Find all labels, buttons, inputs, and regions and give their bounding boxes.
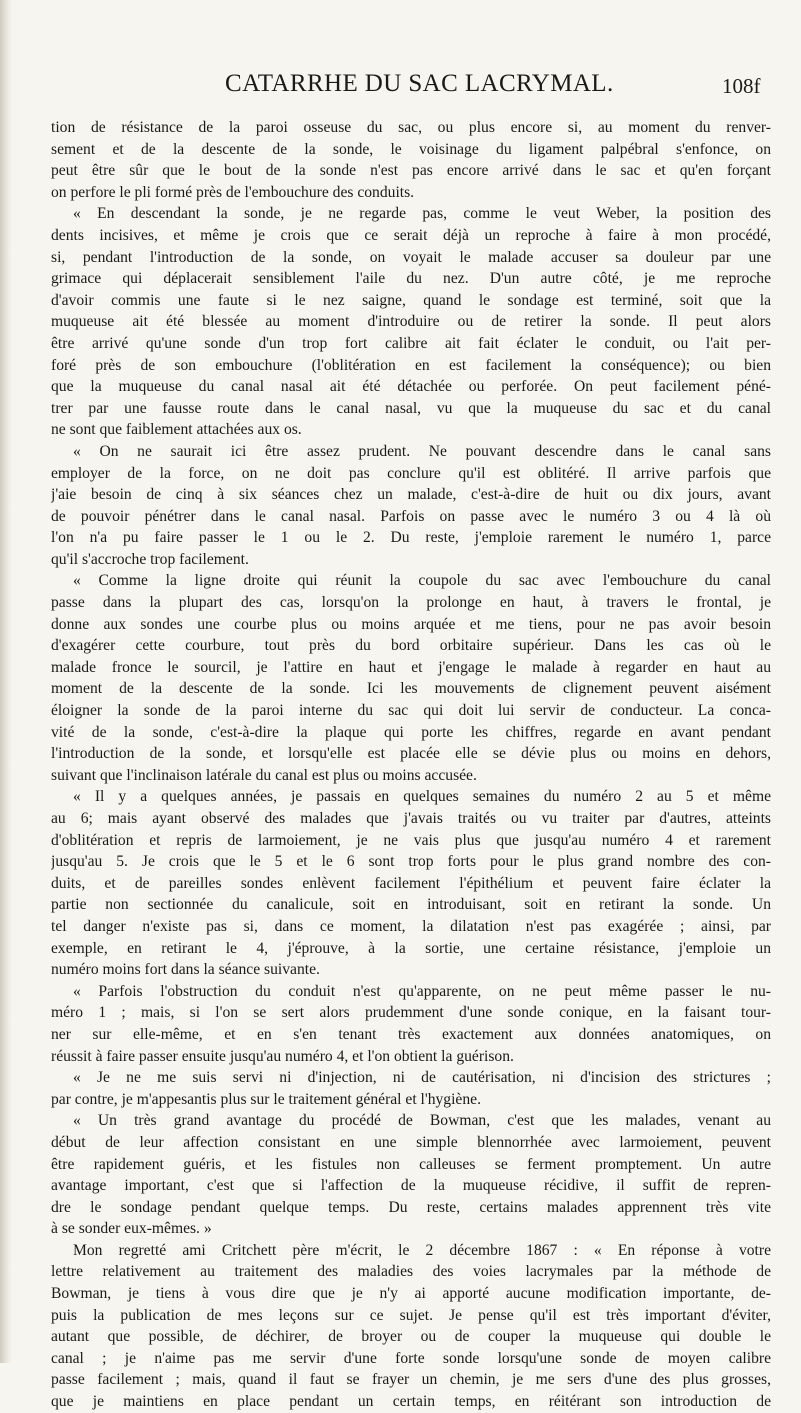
text-line: dents incisives, et même je crois que ce serait déjà un reproche à faire à mon procédé,	[51, 226, 771, 244]
text-line: duits, et de pareilles sondes enlèvent facilement l'épithélium et peuvent faire éclater la	[51, 874, 771, 892]
text-line: qu'il s'accroche trop facilement.	[51, 550, 249, 568]
text-line: on perfore le pli formé près de l'embouchure des conduits.	[51, 183, 415, 201]
text-line: suivant que l'inclinaison latérale du canal est plus ou moins accusée.	[51, 766, 477, 784]
text-line: que la muqueuse du canal nasal ait été détachée ou perforée. On peut facilement péné-	[51, 378, 771, 396]
text-line: foré près de son embouchure (l'oblitération en est facilement la conséquence); ou bien	[51, 356, 771, 374]
text-line: autant que possible, de déchirer, de broyer ou de couper la muqueuse qui double le	[51, 1328, 771, 1346]
text-line: réussit à faire passer ensuite jusqu'au numéro 4, et l'on obtient la guérison.	[51, 1047, 514, 1065]
text-line: être arrivé qu'une sonde d'un trop fort calibre ait fait éclater le conduit, ou l'ait per-	[51, 334, 771, 352]
text-line: « Il y a quelques années, je passais en quelques semaines du numéro 2 au 5 et même	[73, 788, 771, 806]
text-line: que je maintiens en place pendant un certain temps, en réitérant son introduction de	[51, 1393, 771, 1411]
page-binding-edge	[0, 0, 12, 1363]
text-line: trer par une fausse route dans le canal nasal, vu que la muqueuse du sac et du canal	[51, 399, 771, 417]
text-line: éloigner la sonde de la paroi interne du sac qui doit lui servir de conducteur. La conca-	[51, 702, 771, 720]
page-number: 108f	[722, 74, 761, 98]
text-line: lettre relativement au traitement des maladies des voies lacrymales par la méthode de	[51, 1263, 771, 1281]
text-line: « Un très grand avantage du procédé de Bowman, c'est que les malades, venant au	[73, 1112, 771, 1130]
text-line: « Je ne me suis servi ni d'injection, ni de cautérisation, ni d'incision des strictures ;	[73, 1069, 771, 1087]
text-line: « On ne saurait ici être assez prudent. Ne pouvant descendre dans le canal sans	[73, 442, 771, 460]
text-line: numéro moins fort dans la séance suivante.	[51, 961, 320, 979]
text-line: moment de la descente de la sonde. Ici les mouvements de clignement peuvent aisément	[51, 680, 771, 698]
text-line: être rapidement guéris, et les fistules non calleuses se ferment promptement. Un autre	[51, 1155, 771, 1173]
text-line: « En descendant la sonde, je ne regarde pas, comme le veut Weber, la position des	[73, 205, 771, 223]
body-text	[51, 117, 771, 1413]
text-line: employer de la force, on ne doit pas conclure qu'il est oblitéré. Il arrive parfois que	[51, 464, 771, 482]
text-line: d'exagérer cette courbure, tout près du bord orbitaire supérieur. Dans les cas où le	[51, 637, 771, 655]
text-line: ner sur elle-même, et en s'en tenant très exactement aux données anatomiques, on	[51, 1025, 771, 1043]
text-line: exemple, en retirant le 4, j'éprouve, à la sortie, une certaine résistance, j'emploie un	[51, 939, 771, 957]
text-line: par contre, je m'appesantis plus sur le traitement général et l'hygiène.	[51, 1090, 481, 1108]
text-line: j'aie besoin de cinq à six séances chez un malade, c'est-à-dire de huit ou dix jours, avant	[51, 486, 771, 504]
text-line: jusqu'au 5. Je crois que le 5 et le 6 sont trop forts pour le plus grand nombre des con-	[51, 853, 771, 871]
text-line: avantage important, c'est que si l'affection de la muqueuse récidive, il suffit de repren-	[51, 1177, 771, 1195]
running-title: CATARRHE DU SAC LACRYMAL.	[225, 70, 614, 97]
text-line: au 6; mais ayant observé des malades que j'avais traités ou vu traiter par d'autres, atteints	[51, 810, 771, 827]
text-line: passe dans la plupart des cas, lorsqu'on la prolonge en haut, à travers le frontal, je	[51, 594, 771, 612]
text-line: « Comme la ligne droite qui réunit la coupole du sac avec l'embouchure du canal	[73, 572, 771, 590]
text-line: donne aux sondes une courbe plus ou moins arquée et me tiens, pour ne pas avoir besoin	[51, 615, 771, 633]
text-line: si, pendant l'introduction de la sonde, on voyait le malade accuser sa douleur par une	[51, 248, 771, 266]
text-line: d'oblitération et repris de larmoiement, je ne vais plus que jusqu'au numéro 4 et rarement	[51, 831, 771, 849]
text-line: grimace qui déplacerait sensiblement l'aile du nez. D'un autre côté, je me reproche	[51, 270, 771, 288]
text-line: à se sonder eux-mêmes. »	[51, 1220, 212, 1238]
text-line: Bowman, je tiens à vous dire que je n'y ai apporté aucune modification importante, de-	[51, 1285, 771, 1303]
text-line: dre le sondage pendant quelque temps. Du reste, certains malades apprennent très vite	[51, 1198, 771, 1216]
text-line: puis la publication de mes leçons sur ce sujet. Je pense qu'il est très important d'éviter,	[51, 1306, 771, 1324]
text-line: peut être sûr que le bout de la sonde n'est pas encore arrivé dans le sac et qu'en forçant	[51, 162, 771, 180]
text-line: l'on n'a pu faire passer le 1 ou le 2. Du reste, j'emploie rarement le numéro 1, parce	[51, 529, 771, 547]
text-line: l'introduction de la sonde, et lorsqu'elle est placée elle se dévie plus ou moins en dehors,	[51, 745, 771, 763]
text-line: malade fronce le sourcil, je l'attire en haut et j'engage le malade à regarder en haut au	[51, 658, 771, 676]
text-line: ne sont que faiblement attachées aux os.	[51, 421, 302, 439]
text-line: méro 1 ; mais, si l'on se sert alors prudemment d'une sonde conique, en la faisant tour-	[51, 1004, 771, 1022]
text-line: début de leur affection consistant en une simple blennorrhée avec larmoiement, peuvent	[51, 1133, 771, 1151]
text-line: passe facilement ; mais, quand il faut se frayer un chemin, je me sers d'une des plus grosses,	[51, 1371, 771, 1389]
text-line: « Parfois l'obstruction du conduit n'est qu'apparente, on ne peut même passer le nu-	[73, 982, 771, 1000]
page-header	[0, 66, 801, 106]
text-line: de pouvoir pénétrer dans le canal nasal. Parfois on passe avec le numéro 3 ou 4 là où	[51, 507, 771, 525]
text-line: sement et de la descente de la sonde, le voisinage du ligament palpébral s'enfonce, on	[51, 140, 771, 158]
text-line: tel danger n'existe pas si, dans ce moment, la dilatation n'est pas exagérée ; ainsi, par	[51, 917, 771, 935]
text-line: canal ; je n'aime pas me servir d'une forte sonde lorsqu'une sonde de moyen calibre	[51, 1349, 771, 1367]
text-line: tion de résistance de la paroi osseuse du sac, ou plus encore si, au moment du renver-	[51, 119, 771, 136]
text-line: Mon regretté ami Critchett père m'écrit, le 2 décembre 1867 : « En réponse à votre	[73, 1241, 771, 1259]
text-line: vité de la sonde, c'est-à-dire la plaque qui porte les chiffres, regarde en avant pendant	[51, 723, 771, 741]
text-line: muqueuse ait été blessée au moment d'introduire ou de retirer la sonde. Il peut alors	[51, 313, 771, 331]
text-line: d'avoir commis une faute si le nez saigne, quand le sondage est terminé, soit que la	[51, 291, 771, 309]
text-line: partie non sectionnée du canalicule, soit en introduisant, soit en retirant la sonde. Un	[51, 896, 771, 914]
